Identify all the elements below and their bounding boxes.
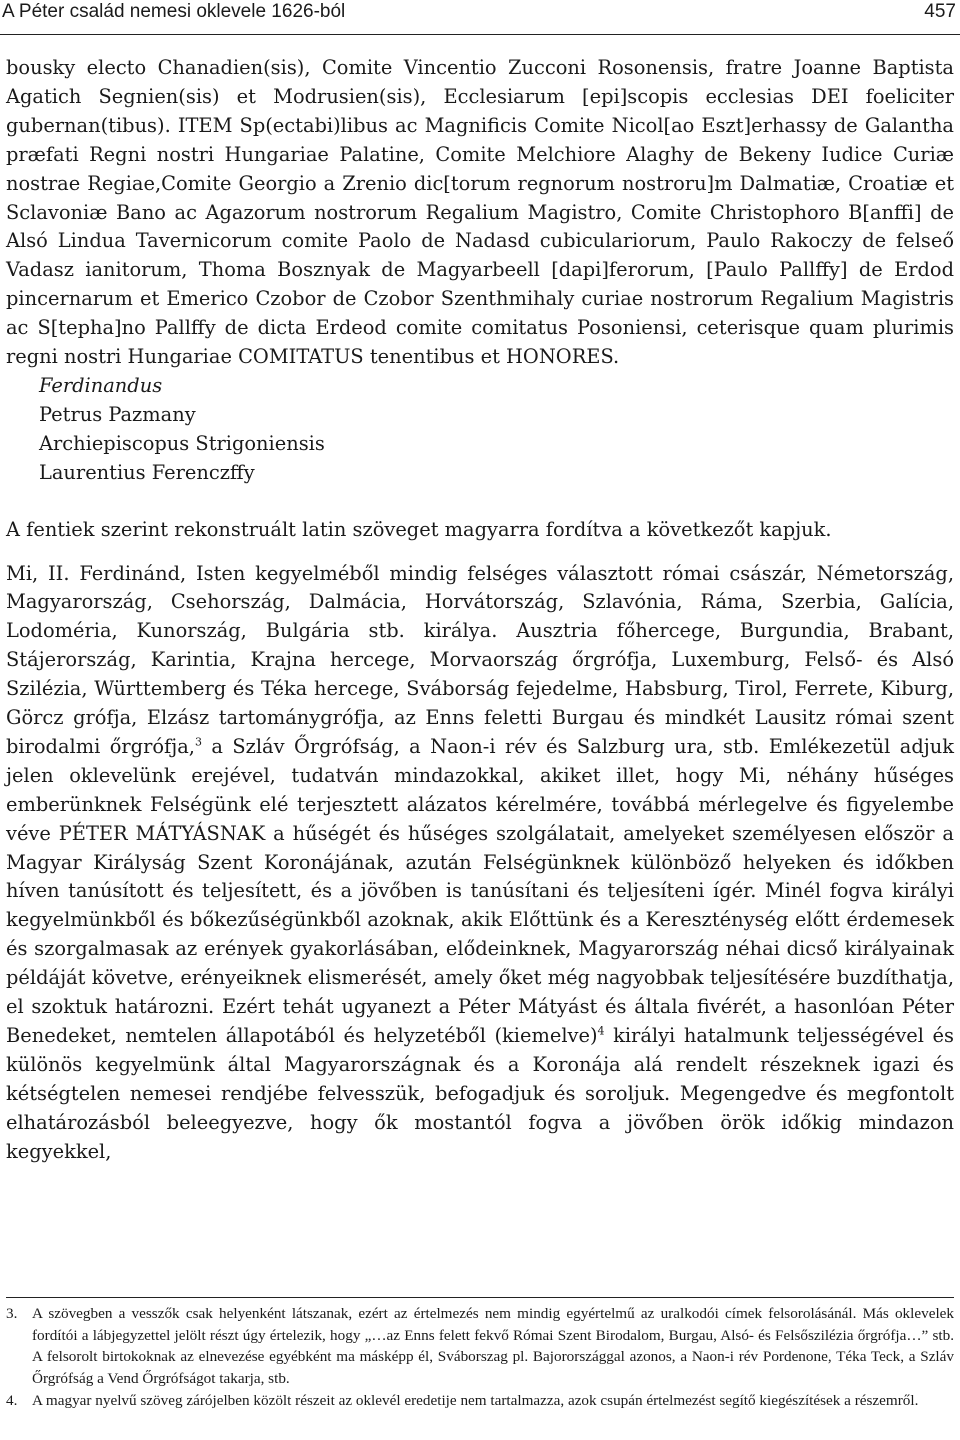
footnote-number: 3. [6,1305,18,1322]
footnotes [6,1303,954,1412]
footnote [6,1303,954,1390]
footnote-divider [6,1297,954,1298]
footnote-text: A magyar nyelvű szöveg zárójelben közölt részeit az oklevél eredetije nem tartalmazza, azok csupán értelmezést segítő kiegészítések a részemről. [32,1391,919,1409]
footnote-number: 4. [6,1391,18,1409]
intro-paragraph: A fentiek szerint rekonstruált latin szöveget magyarra fordítva a következőt kapjuk. [6,517,832,541]
latin-paragraph: bousky electo Chanadien(sis), Comite Vincentio Zucconi Rosonensis, fratre Joanne Baptista Agatich Segnien(sis) et Modrusien(sis), Ecclesiarum [epi]scopis ecclesias DEI foeliciter gubernan(tibus). ITEM Sp(ectabi)libus ac Magnificis Comite Nicol[ao Eszt]erhassy de Galantha præfati Regni nostri Hungariae Palatine, Comite Melchiore Alaghy de Bekeny Iudice Curiæ nostrae Regiae,Comite Georgio a Zrenio dic[torum regnorum nostroru]m Dalmatiæ, Croatiæ et Sclavoniæ Bano ac Agazorum nostrorum Regalium Magistro, Comite Christophoro B[anffi] de Alsó Lindua Tavernicorum comite Paolo de Nadasd cubiculariorum, Paulo Rakoczy de felseő Vadasz ianitorum, Thoma Bosznyak de Magyarbeell [dapi]ferorum, [Paulo Pallffy] de Erdod pincernarum et Emerico Czobor de Czobor Szenthmihaly curiae nostrorum Regalium Magistris ac S[tepha]no Pallffy de dicta Erdeod comite comitatus Posoniensi, ceterisque quam plurimis regni nostri Hungariae COMITATUS tenentibus et HONORES. [6,56,954,369]
footnote [6,1390,954,1412]
signature-line: Archiepiscopus Strigoniensis [39,431,325,455]
page-number: 457 [924,1,956,22]
main-text [6,54,954,1167]
translation-text: királyi hatalmunk teljességével és különös kegyelmünk által Magyarországnak és a Koronája alá rendelt részeknek igazi és kétségtelen nemesei rendjébe felvesszük, befogadjuk és soroljuk. Megengedve és megfontolt elhatározásból beleegyezve, hogy ők mostantól fogva a jövőben örök időkig mindazon kegyekkel, [6,1024,954,1163]
signature-line: Ferdinandus [39,373,163,397]
footnote-reference: 3 [194,735,202,749]
footnote-reference: 4 [597,1024,605,1038]
signature-line: Laurentius Ferenczffy [39,460,255,484]
translation-text: a Szláv Őrgrófság, a Naon-i rév és Salzburg ura, stb. Emlékezetül adjuk jelen oklevelünk erejével, tudatván mindazokkal, akiket illet, hogy Mi, néhány hűséges emberünknek Felségünk elé terjesztett alázatos kérelmére, továbbá mérlegelve és figyelembe véve PÉTER MÁTYÁSNAK a hűségét és hűséges szolgálatait, amelyeket személyesen először a Magyar Királyság Szent Koronájának, azután Felségünknek különböző helyeken és időkben híven tanúsított és teljesített, és a jövőben is tanúsítani és teljesíteni ígér. Minél fogva királyi kegyelmünkből és bőkezűségünkből azoknak, akik Előttünk és a Kereszténység előtt érdemesek és szorgalmasak az erények gyakorlásában, elődeinknek, Magyarország néhai dicső királyainak példáját követve, erényeiknek elismerését, amely őket még nagyobbak teljesítésére buzdíthatja, el szoktuk határozni. Ezért tehát ugyanezt a Péter Mátyást és általa fivérét, a hasonlóan Péter Benedeket, nemtelen állapotából és helyzetéből (kiemelve) [6,734,954,1047]
running-header [0,0,960,35]
footnote-text: A szövegben a vesszők csak helyenként látszanak, ezért az értelmezés nem mindig egyértelmű az uralkodói címek felsorolásánál. Más oklevelek fordítói a lábjegyzettel jelölt részt úgy értelezik, hogy „…az Enns felett fekvő Római Szent Birodalom, Burgau, Alsó- és Felsőszilézia őrgrófja…” stb. A felsorolt birtokoknak az elnevezése egyébként ma másképp él, Sváborszag pl. Bajorországgal azonos, a Naon-i rév Pordenone, Téka Teck, a Szláv Őrgrófság a Vend Őrgrófságot takarja, stb. [32,1305,954,1388]
signature-block [6,372,954,488]
translation-text: Mi, II. Ferdinánd, Isten kegyelméből mindig felséges választott római császár, Németország, Magyarország, Csehország, Dalmácia, Horvátország, Szlavónia, Ráma, Szerbia, Galícia, Lodoméria, Kunország, Bulgária stb. királya. Ausztria főhercege, Burgundia, Brabant, Stájerország, Karintia, Krajna hercege, Morvaország őrgrófja, Luxemburg, Felső- és Alsó Szilézia, Württemberg és Téka hercege, Sváborság fejedelme, Habsburg, Tirol, Ferrete, Kiburg, Görcz grófja, Elzász tartománygrófja, az Enns feletti Burgau és mindkét Lausitz római szent birodalmi őrgrófja, [6,561,954,758]
header-title: A Péter család nemesi oklevele 1626-ból [2,1,346,22]
translation-paragraph [6,560,954,1167]
signature-line: Petrus Pazmany [39,402,196,426]
